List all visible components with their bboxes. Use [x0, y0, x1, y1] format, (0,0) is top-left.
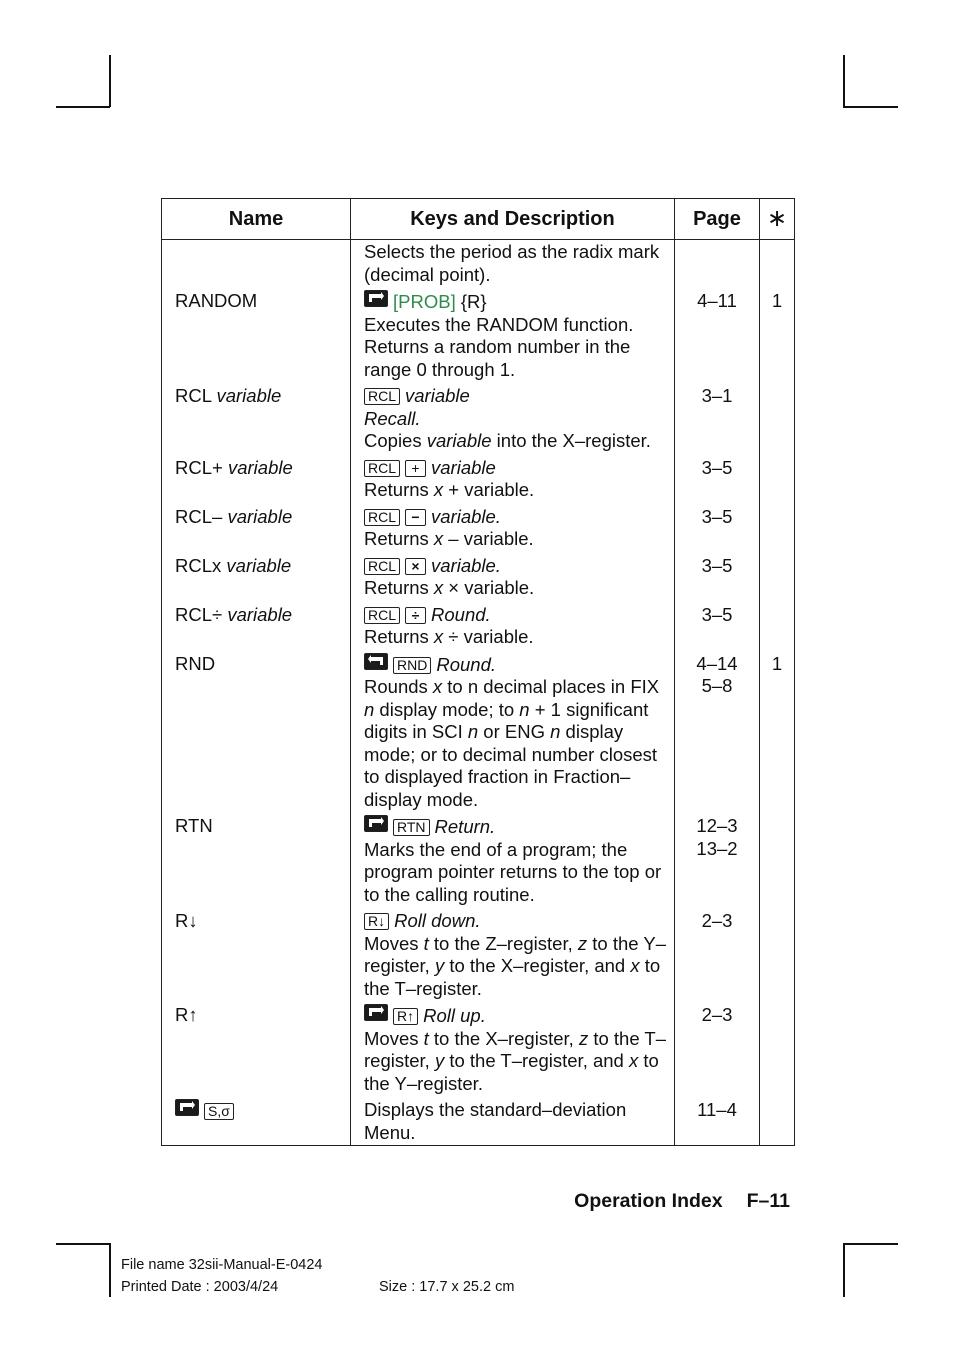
key-sequence: R↓ Roll down. — [364, 910, 670, 933]
row-page: 3–5 — [675, 555, 760, 604]
rtn-key: RTN — [393, 819, 430, 836]
key-sequence: RCL + variable — [364, 457, 670, 480]
key-sequence: RCL × variable. — [364, 555, 670, 578]
right-shift-key-icon — [364, 1004, 388, 1021]
right-shift-key-icon — [364, 815, 388, 832]
table-row — [162, 385, 795, 457]
crop-mark-bottom-left-h — [56, 1243, 110, 1245]
row-page: 4–11 — [675, 290, 760, 385]
operation-index-table — [161, 198, 795, 1146]
row-page: 3–5 — [675, 506, 760, 555]
crop-mark-top-left-h — [56, 106, 110, 108]
right-shift-key-icon — [364, 290, 388, 307]
row-description: Returns x + variable. — [364, 479, 535, 500]
row-name-variable: variable — [227, 603, 293, 625]
multiply-key: × — [405, 558, 426, 575]
row-description: Moves t to the Z–register, z to the Y–register, y to the X–register, and x to the T–register. — [364, 932, 667, 999]
roll-down-key: R↓ — [364, 913, 389, 930]
key-sequence: RTN Return. — [364, 815, 670, 839]
row-page: 2–3 — [675, 1004, 760, 1099]
standard-deviation-key: S,σ — [204, 1103, 234, 1120]
header-keys-description: Keys and Description — [351, 199, 675, 240]
table-row — [162, 290, 795, 385]
row-name: R↓ — [162, 910, 351, 1004]
row-description: Marks the end of a program; the program pointer returns to the top or to the calling routine. — [364, 838, 662, 905]
rcl-key: RCL — [364, 607, 400, 624]
table-row — [162, 240, 795, 291]
section-title: Operation Index — [574, 1190, 723, 1212]
crop-mark-top-left-v — [109, 55, 111, 107]
table-row — [162, 653, 795, 816]
row-name: RCL– — [175, 505, 223, 527]
row-name: RCL+ — [175, 456, 223, 478]
row-description-title: Recall. — [364, 407, 421, 429]
row-description: Moves t to the X–register, z to the T–register, y to the T–register, and x to the Y–register. — [364, 1027, 667, 1094]
table-row — [162, 1004, 795, 1099]
row-page: 2–3 — [675, 910, 760, 1004]
table-row — [162, 457, 795, 506]
table-row — [162, 604, 795, 653]
row-name: R↑ — [162, 1004, 351, 1099]
softkey-label: {R} — [460, 291, 487, 312]
key-sequence: RND Round. — [364, 653, 670, 677]
header-asterisk: ∗ — [760, 199, 795, 240]
row-asterisk: 1 — [760, 653, 795, 816]
crop-mark-bottom-left-v — [109, 1243, 111, 1297]
table-row — [162, 910, 795, 1004]
key-sequence — [364, 385, 670, 408]
row-description: Returns x × variable. — [364, 577, 535, 598]
table-row — [162, 1099, 795, 1146]
row-page: 4–14 — [696, 652, 738, 674]
minus-key: − — [405, 509, 426, 526]
crop-mark-top-right-v — [843, 55, 845, 107]
row-description: Rounds x to n decimal places in FIX n display mode; to n + 1 significant digits in SCI n or ENG n display mode; or to decimal number closest to displayed fraction in Fraction–display mode. — [364, 676, 660, 810]
rcl-key: RCL — [364, 388, 400, 405]
row-name-variable: variable — [227, 456, 293, 478]
table-header-row — [162, 199, 795, 240]
running-footer — [574, 1190, 790, 1213]
row-name: RCL÷ — [175, 603, 223, 625]
row-page: 5–8 — [701, 675, 733, 696]
key-sequence: R↑ Roll up. — [364, 1004, 670, 1028]
row-description: Returns x – variable. — [364, 528, 534, 549]
page-size: Size : 17.7 x 25.2 cm — [379, 1279, 515, 1295]
row-name: RCLx — [175, 554, 222, 576]
row-name: RTN — [162, 815, 351, 910]
plus-key: + — [405, 460, 426, 477]
file-name: File name 32sii-Manual-E-0424 — [121, 1257, 323, 1273]
row-name-variable: variable — [226, 554, 292, 576]
table-row — [162, 815, 795, 910]
row-description: Selects the period as the radix mark (decimal point). — [364, 241, 660, 285]
row-page: 12–3 — [696, 815, 738, 836]
crop-mark-bottom-right-h — [843, 1243, 898, 1245]
page-number: F–11 — [746, 1190, 790, 1212]
row-page: 3–5 — [675, 457, 760, 506]
right-shift-key-icon — [175, 1099, 199, 1116]
table-row — [162, 555, 795, 604]
row-asterisk: 1 — [760, 290, 795, 385]
crop-mark-bottom-right-v — [843, 1243, 845, 1297]
row-page: 13–2 — [696, 837, 738, 859]
key-sequence: RCL ÷ Round. — [364, 604, 670, 627]
key-sequence — [364, 290, 670, 314]
row-name: RND — [162, 653, 351, 816]
printed-date: Printed Date : 2003/4/24 — [121, 1279, 279, 1295]
left-shift-key-icon — [364, 653, 388, 670]
header-page: Page — [675, 199, 760, 240]
menu-label: [PROB] — [393, 291, 456, 312]
key-sequence: RCL − variable. — [364, 506, 670, 529]
row-name: RANDOM — [162, 290, 351, 385]
row-description: Returns x ÷ variable. — [364, 626, 534, 647]
row-description: Copies variable into the X–register. — [364, 430, 651, 451]
rcl-key: RCL — [364, 460, 400, 477]
header-name: Name — [162, 199, 351, 240]
row-description: Displays the standard–deviation Menu. — [351, 1099, 675, 1146]
row-page: 3–5 — [675, 604, 760, 653]
rcl-key: RCL — [364, 509, 400, 526]
rcl-key: RCL — [364, 558, 400, 575]
table-row — [162, 506, 795, 555]
divide-key: ÷ — [405, 607, 426, 624]
roll-up-key: R↑ — [393, 1008, 418, 1025]
row-name-variable: variable — [216, 385, 282, 406]
crop-mark-top-right-h — [843, 106, 898, 108]
key-sequence-text: variable — [405, 385, 470, 406]
row-page: 11–4 — [675, 1099, 760, 1146]
row-description: Executes the RANDOM function. Returns a random number in the range 0 through 1. — [364, 313, 634, 380]
rnd-key: RND — [393, 657, 431, 674]
row-name: RCL — [175, 385, 212, 406]
row-page: 3–1 — [675, 385, 760, 457]
row-name-variable: variable — [227, 505, 293, 527]
